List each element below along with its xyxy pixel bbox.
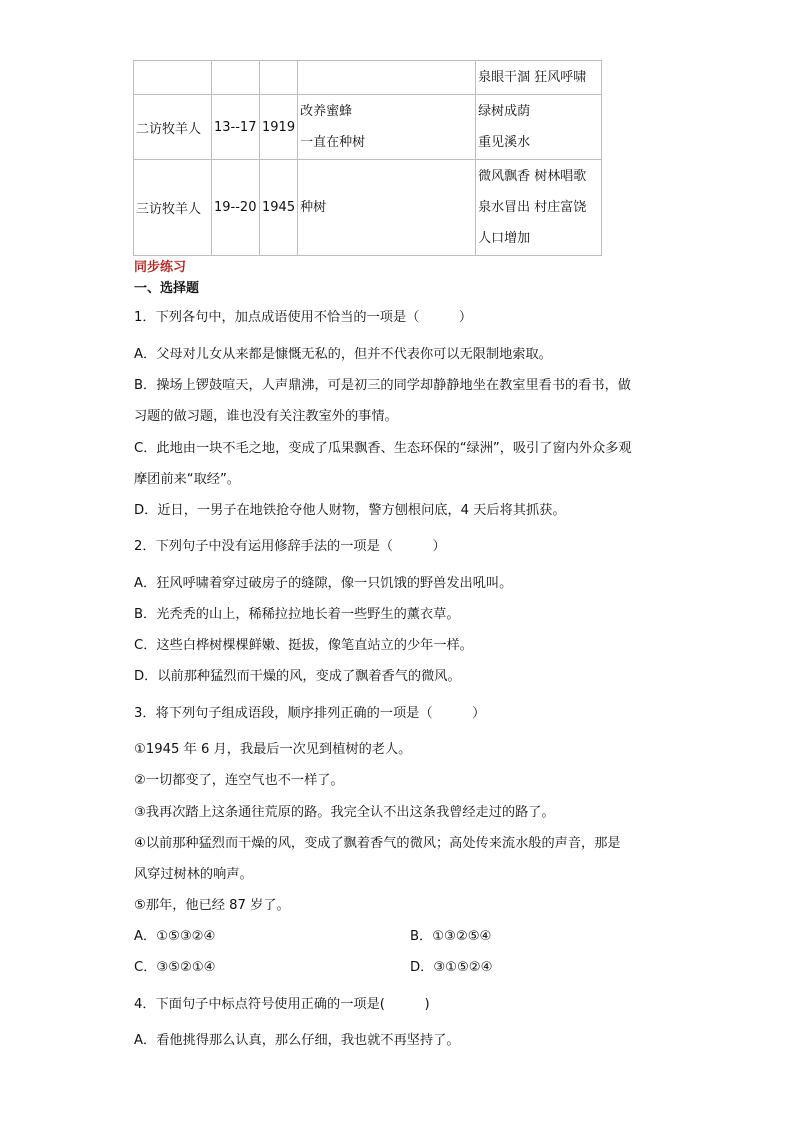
question-1-option-c-cont: 摩团前来“取经”。	[134, 472, 240, 487]
table-cell-line: 一直在种树	[300, 135, 366, 150]
table-cell-actions	[298, 160, 476, 256]
question-3-sentence-3: ③我再次踏上这条通往荒原的路。我完全认不出这条我曾经走过的路了。	[134, 805, 555, 820]
question-1-option-a: A．父母对儿女从来都是慷慨无私的，但并不代表你可以无限制地索取。	[134, 347, 552, 362]
question-2-option-c: C．这些白桦树棵棵鲜嫩、挺拔，像笔直站立的少年一样。	[134, 638, 473, 653]
question-1-option-c: C．此地由一块不毛之地，变成了瓜果飘香、生态环保的“绿洲”，吸引了窗内外众多观	[134, 441, 632, 456]
table-cell-line: 种树	[300, 200, 327, 215]
question-3-option-c: C．③⑤②①④	[134, 960, 216, 975]
table-cell-line: 泉水冒出 村庄富饶	[478, 200, 587, 215]
table-cell-line: 绿树成荫	[478, 104, 531, 119]
section-heading: 一、选择题	[134, 281, 200, 296]
table-cell-visit: 二访牧羊人	[134, 95, 212, 160]
question-3-option-a: A．①⑤③②④	[134, 929, 216, 944]
table-cell-year: 1945	[260, 160, 298, 256]
question-1-option-b: B．操场上锣鼓喧天，人声鼎沸，可是初三的同学却静静地坐在教室里看书的看书，做	[134, 378, 631, 393]
question-1-stem: 1．下列各句中，加点成语使用不恰当的一项是（ ）	[134, 310, 473, 325]
question-3-option-b: B．①③②⑤④	[410, 929, 492, 944]
table-row	[134, 61, 602, 95]
question-1-option-b-cont: 习题的做习题，谁也没有关注教室外的事情。	[134, 409, 398, 424]
question-3-sentence-2: ②一切都变了，连空气也不一样了。	[134, 773, 344, 788]
table-cell-scenery	[476, 95, 602, 160]
table-row	[134, 160, 602, 256]
table-cell-year: 1919	[260, 95, 298, 160]
table-cell-visit: 三访牧羊人	[134, 160, 212, 256]
table-cell-line: 微风飘香 树林唱歌	[478, 169, 587, 184]
question-3-sentence-4: ④以前那种猛烈而干燥的风，变成了飘着香气的微风；高处传来流水般的声音，那是	[134, 836, 621, 851]
table-cell-chapter: 19--20	[212, 160, 260, 256]
table-cell-scenery	[476, 160, 602, 256]
question-2-option-d: D．以前那种猛烈而干燥的风，变成了飘着香气的微风。	[134, 669, 461, 684]
table-row	[134, 95, 602, 160]
table-cell-line: 改养蜜蜂	[300, 104, 353, 119]
practice-heading: 同步练习	[134, 260, 187, 275]
question-3-stem: 3．将下列句子组成语段，顺序排列正确的一项是（ ）	[134, 706, 486, 721]
question-1-option-d: D．近日，一男子在地铁抢夺他人财物，警方刨根问底，4 天后将其抓获。	[134, 503, 566, 518]
table-cell-scenery	[476, 61, 602, 95]
question-3-sentence-5: ⑤那年，他已经 87 岁了。	[134, 898, 290, 913]
story-summary-table	[133, 60, 602, 256]
table-cell-actions	[298, 61, 476, 95]
table-cell-year	[260, 61, 298, 95]
table-cell-actions	[298, 95, 476, 160]
table-cell-visit	[134, 61, 212, 95]
question-2-option-b: B．光秃秃的山上，稀稀拉拉地长着一些野生的薰衣草。	[134, 607, 460, 622]
question-4-option-a: A．看他挑得那么认真，那么仔细，我也就不再坚持了。	[134, 1033, 460, 1048]
question-3-sentence-4-cont: 风穿过树林的响声。	[134, 867, 253, 882]
table-cell-chapter	[212, 61, 260, 95]
question-3-option-d: D．③①⑤②④	[410, 960, 493, 975]
table-cell-chapter: 13--17	[212, 95, 260, 160]
question-2-option-a: A．狂风呼啸着穿过破房子的缝隙，像一只饥饿的野兽发出吼叫。	[134, 576, 513, 591]
question-4-stem: 4．下面句子中标点符号使用正确的一项是( )	[134, 997, 430, 1012]
question-3-sentence-1: ①1945 年 6 月，我最后一次见到植树的老人。	[134, 742, 412, 757]
table-cell-line: 泉眼干涸 狂风呼啸	[478, 70, 587, 85]
table-cell-line: 重见溪水	[478, 135, 531, 150]
question-2-stem: 2．下列句子中没有运用修辞手法的一项是（ ）	[134, 539, 446, 554]
table-cell-line: 人口增加	[478, 231, 531, 246]
